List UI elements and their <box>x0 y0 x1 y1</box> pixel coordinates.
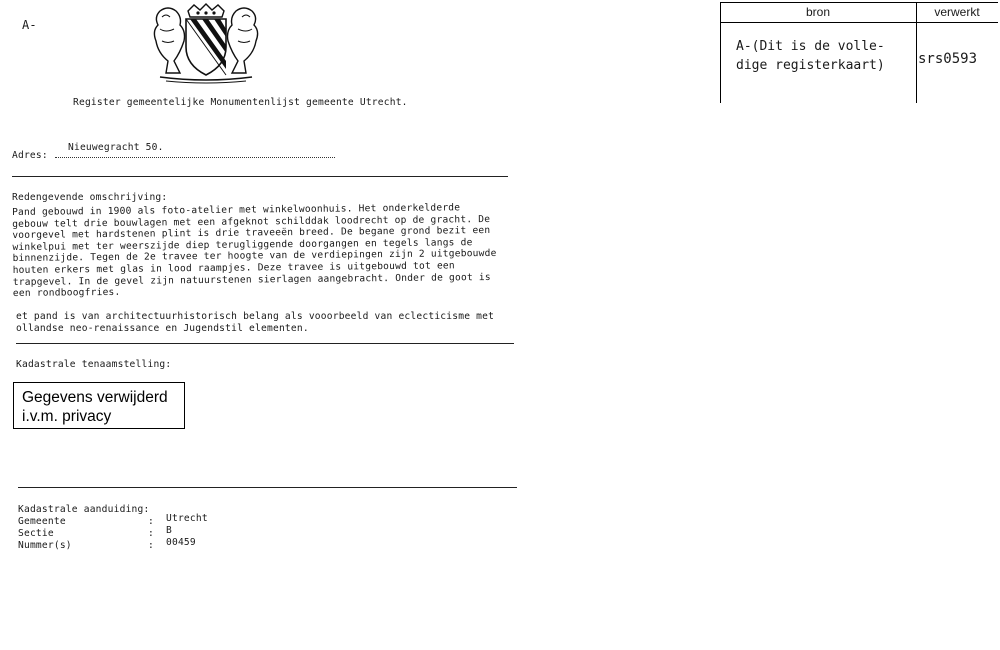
coat-of-arms-icon <box>146 3 266 85</box>
gemeente-key: Gemeente <box>18 516 66 527</box>
description-significance: et pand is van architectuurhistorisch belang als vooorbeeld van eclecticisme met ollandse neo-renaissance en Jugendstil elementen. <box>16 311 495 334</box>
description-text: Pand gebouwd in 1900 als foto-atelier met winkelwoonhuis. Het onderkelderde gebouw telt drie bouwlagen met een afgeknot schilddak loodrecht op de gracht. De voorgevel met hardstenen plint is drie traveeën breed. De begane grond bezit een winkelpui met ter weerszijde diep terugliggende doorgangen en tegels langs de binnenzijde. Tegen de 2e travee ter hoogte van de verdiepingen zijn 2 uitgebouwde houten erkers met glas in lood raampjes. Deze travee is uitgebouwd tot een trapgevel. In de gevel zijn natuurstenen sierlagen aangebracht. Onder de goot is een rondboogfries. <box>12 202 497 300</box>
address-label: Adres: <box>12 150 48 161</box>
sectie-value: B <box>166 525 172 536</box>
nummer-colon: : <box>148 540 154 551</box>
divider <box>16 343 514 344</box>
nummer-key: Nummer(s) <box>18 540 72 551</box>
sectie-key: Sectie <box>18 528 54 539</box>
description-label: Redengevende omschrijving: <box>12 192 168 203</box>
privacy-notice-line1: Gegevens verwijderd <box>22 389 168 406</box>
table-header-border <box>720 22 998 23</box>
bron-value: A-(Dit is de volle- dige registerkaart) <box>736 39 885 73</box>
privacy-notice-box <box>13 382 185 429</box>
sectie-colon: : <box>148 528 154 539</box>
tenaamstelling-label: Kadastrale tenaamstelling: <box>16 359 172 370</box>
privacy-notice-line2: i.v.m. privacy <box>22 408 112 425</box>
address-value: Nieuwegracht 50. <box>68 142 164 153</box>
divider <box>18 487 517 488</box>
nummer-value: 00459 <box>166 537 196 548</box>
table-border <box>720 2 998 3</box>
gemeente-value: Utrecht <box>166 513 208 524</box>
source-table <box>720 0 1000 103</box>
gemeente-colon: : <box>148 516 154 527</box>
divider <box>12 176 508 177</box>
register-title: Register gemeentelijke Monumentenlijst gemeente Utrecht. <box>73 97 408 108</box>
aanduiding-label: Kadastrale aanduiding: <box>18 504 150 515</box>
bron-header: bron <box>805 5 831 19</box>
verwerkt-header: verwerkt <box>934 5 980 19</box>
card-letter: A- <box>22 18 37 32</box>
verwerkt-value: srs0593 <box>918 51 978 67</box>
